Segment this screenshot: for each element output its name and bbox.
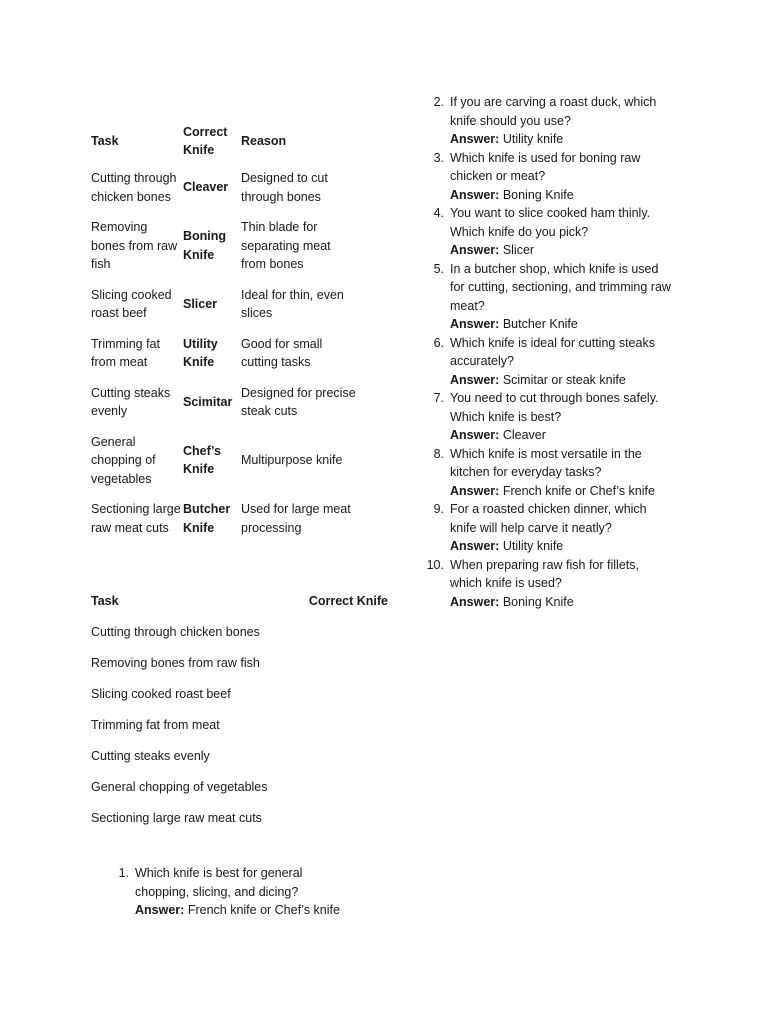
task-cell: Cutting steaks evenly — [91, 385, 171, 418]
reason-cell: Designed to cut through bones — [241, 171, 328, 204]
table-header-row — [86, 586, 392, 617]
table-row — [86, 162, 359, 211]
question-number: 6. — [433, 335, 444, 350]
question-number: 9. — [433, 502, 444, 516]
answer-label: Answer: — [450, 187, 500, 202]
table-row — [86, 493, 359, 542]
reason-cell: Designed for precise steak cuts — [241, 385, 356, 418]
answer-text: Cleaver — [502, 428, 546, 442]
knife-cell: Utility Knife — [183, 336, 218, 369]
question-number: 7. — [433, 391, 444, 405]
answer-label: Answer: — [135, 903, 185, 917]
question-item — [426, 500, 671, 556]
task-cell: Removing bones from raw fish — [91, 220, 178, 271]
question-item — [426, 334, 671, 390]
table-row — [86, 328, 359, 377]
header-reason: Reason — [241, 133, 287, 148]
answer-text: Utility knife — [502, 132, 564, 146]
answer-text: Utility knife — [502, 539, 564, 553]
task-cell: General chopping of vegetables — [91, 434, 156, 486]
answer-text: Boning Knife — [502, 594, 574, 609]
question-text: When preparing raw fish for fillets, which knife is used? — [450, 557, 639, 590]
task-cell: Cutting through chicken bones — [91, 625, 260, 640]
question-text: Which knife is best for general chopping, slicing, and dicing? — [135, 866, 303, 899]
task-cell: Sectioning large raw meat cuts — [91, 502, 181, 535]
header-task: Task — [91, 133, 119, 148]
question-number: 5. — [433, 261, 444, 276]
answer-label: Answer: — [450, 539, 500, 553]
task-cell: Cutting through chicken bones — [91, 171, 177, 204]
question-text: For a roasted chicken dinner, which knife will help carve it neatly? — [450, 502, 647, 535]
question-item — [426, 204, 671, 260]
answer-label: Answer: — [450, 594, 500, 609]
table-row — [86, 679, 392, 710]
knife-cell: Slicer — [183, 296, 218, 311]
table-row — [86, 648, 392, 679]
reason-cell: Thin blade for separating meat from bones — [241, 220, 331, 271]
knife-reason-table — [86, 120, 359, 542]
task-cell: Trimming fat from meat — [91, 718, 220, 733]
header-correct-knife: Correct Knife — [308, 594, 388, 609]
knife-blank-cell — [292, 617, 392, 648]
answer-label: Answer: — [450, 372, 500, 387]
task-cell: Slicing cooked roast beef — [91, 687, 231, 702]
question-text: You want to slice cooked ham thinly. Which knife do you pick? — [450, 206, 651, 239]
answer-label: Answer: — [450, 132, 500, 146]
task-cell: Slicing cooked roast beef — [91, 287, 172, 320]
question-number: 10. — [426, 557, 444, 572]
answer-label: Answer: — [450, 317, 500, 331]
table-row — [86, 426, 359, 494]
table-header-row — [86, 120, 359, 162]
question-text: You need to cut through bones safely. Which knife is best? — [450, 391, 659, 424]
question-number: 8. — [433, 446, 444, 461]
answer-text: Butcher Knife — [502, 317, 578, 331]
reason-cell: Ideal for thin, even slices — [241, 287, 344, 320]
question-number: 1. — [118, 866, 129, 880]
task-cell: Trimming fat from meat — [91, 336, 160, 369]
answer-text: French knife or Chef’s knife — [187, 903, 340, 917]
table-row — [86, 279, 359, 328]
knife-cell: Cleaver — [183, 180, 229, 195]
answer-text: Boning Knife — [502, 187, 574, 202]
table-row — [86, 617, 392, 648]
question-text: In a butcher shop, which knife is used for cutting, sectioning, and trimming raw meat? — [450, 261, 671, 313]
question-number: 3. — [433, 150, 444, 165]
reason-cell: Used for large meat processing — [241, 502, 351, 535]
header-task: Task — [91, 594, 119, 609]
knife-cell: Boning Knife — [183, 229, 227, 262]
answer-text: French knife or Chef’s knife — [502, 483, 655, 498]
question-number: 2. — [433, 95, 444, 109]
answer-label: Answer: — [450, 483, 500, 498]
answer-label: Answer: — [450, 243, 500, 257]
table-row — [86, 803, 392, 834]
knife-worksheet-table — [86, 586, 392, 834]
answer-text: Slicer — [502, 243, 535, 257]
knife-blank-cell — [292, 741, 392, 772]
question-number: 4. — [433, 206, 444, 220]
reason-cell: Multipurpose knife — [241, 453, 343, 467]
knife-cell: Butcher Knife — [183, 502, 231, 535]
knife-cell: Scimitar — [183, 394, 233, 409]
question-item — [426, 556, 671, 612]
knife-blank-cell — [292, 679, 392, 710]
knife-blank-cell — [292, 710, 392, 741]
question-item — [426, 445, 671, 501]
table-row — [86, 377, 359, 426]
knife-blank-cell — [292, 772, 392, 803]
reason-cell: Good for small cutting tasks — [241, 336, 323, 369]
question-text: If you are carving a roast duck, which knife should you use? — [450, 95, 657, 128]
table-row — [86, 741, 392, 772]
question-item — [111, 864, 351, 920]
task-cell: Sectioning large raw meat cuts — [91, 811, 262, 826]
task-cell: Cutting steaks evenly — [91, 749, 210, 764]
question-item — [426, 389, 671, 445]
knife-cell: Chef’s Knife — [183, 443, 221, 477]
question-text: Which knife is ideal for cutting steaks accurately? — [450, 335, 655, 368]
header-correct-knife: Correct Knife — [183, 124, 228, 157]
table-row — [86, 710, 392, 741]
question-list-left — [111, 864, 351, 920]
answer-text: Scimitar or steak knife — [502, 372, 626, 387]
answer-label: Answer: — [450, 428, 500, 442]
knife-blank-cell — [292, 648, 392, 679]
task-cell: General chopping of vegetables — [91, 780, 268, 795]
table-row — [86, 211, 359, 279]
task-cell: Removing bones from raw fish — [91, 656, 260, 671]
table-row — [86, 772, 392, 803]
question-text: Which knife is most versatile in the kitchen for everyday tasks? — [450, 446, 642, 479]
question-item — [426, 93, 671, 149]
question-item — [426, 260, 671, 334]
knife-blank-cell — [292, 803, 392, 834]
question-list-right — [426, 93, 671, 611]
question-text: Which knife is used for boning raw chicken or meat? — [450, 150, 641, 183]
question-item — [426, 149, 671, 205]
